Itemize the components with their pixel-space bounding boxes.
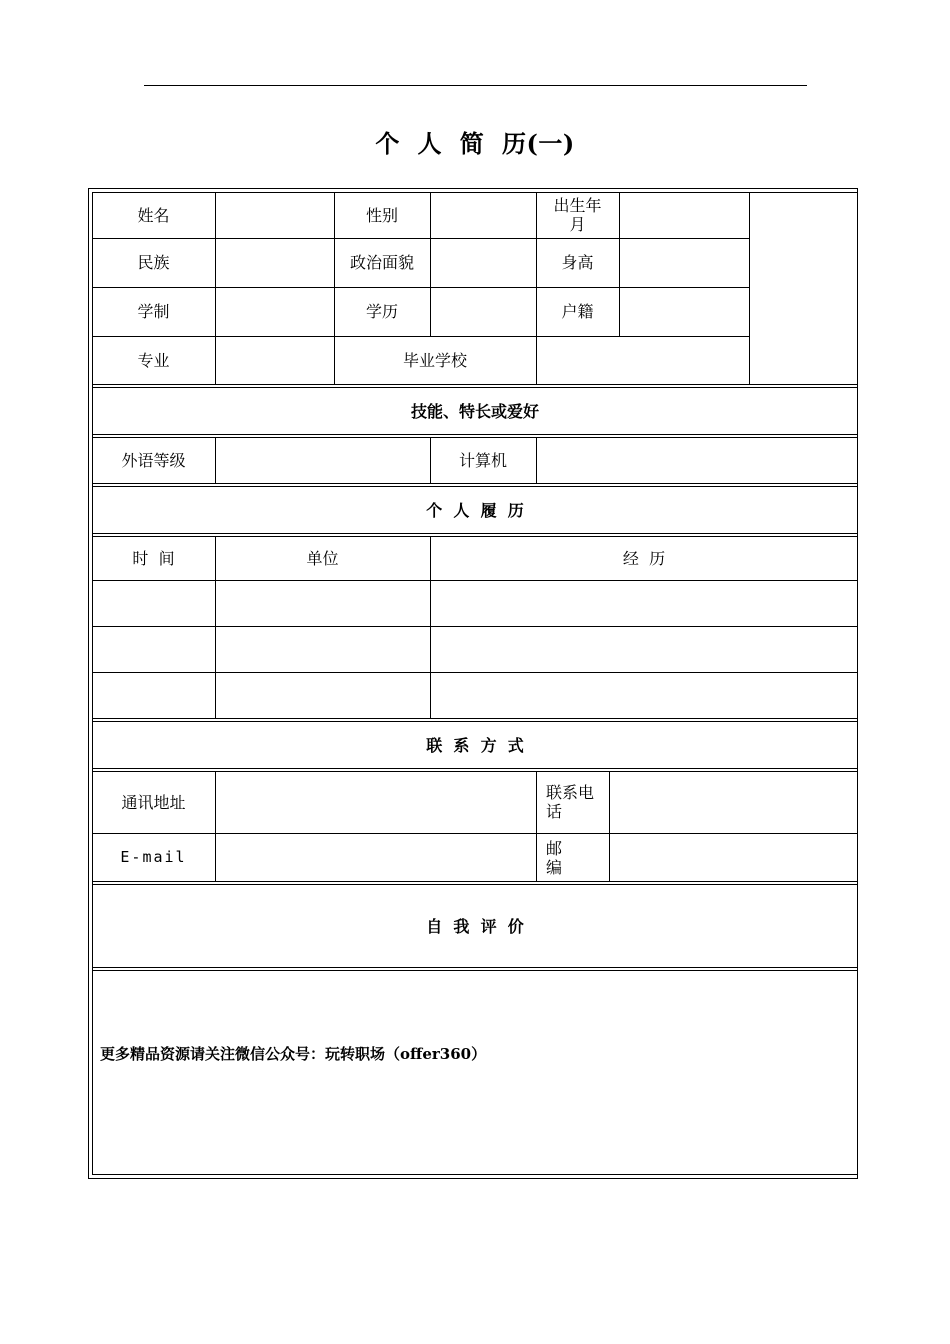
history-row-experience[interactable] — [431, 627, 858, 672]
education-label: 学历 — [365, 302, 398, 321]
history-section-title: 个 人 履 历 — [426, 500, 524, 520]
history-row-unit[interactable] — [216, 581, 430, 626]
header-rule — [144, 85, 807, 86]
ethnicity-label: 民族 — [137, 253, 170, 272]
row-divider — [92, 434, 858, 435]
schooling-label: 学制 — [137, 302, 170, 321]
row-divider — [92, 881, 858, 882]
history-col-experience: 经 历 — [622, 548, 666, 568]
row-divider — [92, 970, 858, 971]
email-label: E-mail — [120, 848, 187, 866]
name-label: 姓名 — [137, 205, 170, 225]
row-divider — [92, 768, 858, 769]
phone-label: 联系电 话 — [546, 783, 595, 821]
height-label: 身高 — [561, 253, 594, 272]
row-divider — [92, 483, 858, 484]
postcode-label: 邮 编 — [546, 838, 563, 877]
gender-label: 性别 — [365, 205, 398, 225]
history-row-unit[interactable] — [216, 627, 430, 672]
col-divider — [609, 771, 610, 881]
political-label: 政治面貌 — [349, 253, 414, 272]
history-row-time[interactable] — [92, 673, 215, 718]
major-label: 专业 — [137, 351, 170, 370]
photo-slot[interactable] — [750, 192, 858, 385]
history-row-unit[interactable] — [216, 673, 430, 718]
hukou-label: 户籍 — [561, 302, 594, 321]
gender-value[interactable] — [431, 192, 536, 238]
page-title: 个 人 简 历(一) — [375, 129, 575, 158]
name-value[interactable] — [216, 192, 334, 238]
birth-value[interactable] — [620, 192, 749, 238]
history-row-experience[interactable] — [431, 673, 858, 718]
address-label: 通讯地址 — [121, 792, 186, 812]
col-divider — [215, 771, 216, 881]
history-row-experience[interactable] — [431, 581, 858, 626]
history-row-time[interactable] — [92, 581, 215, 626]
contact-section-title: 联 系 方 式 — [426, 735, 524, 755]
row-divider — [92, 718, 858, 719]
history-col-unit: 单位 — [306, 548, 339, 568]
row-divider — [92, 967, 858, 968]
birth-label: 出生年 月 — [553, 196, 602, 234]
history-row-time[interactable] — [92, 627, 215, 672]
school-label: 毕业学校 — [402, 351, 467, 370]
col-divider — [536, 437, 537, 483]
language-label: 外语等级 — [121, 450, 186, 470]
col-divider — [536, 771, 537, 881]
skills-section-title: 技能、特长或爱好 — [410, 401, 539, 421]
self-eval-section-title: 自 我 评 价 — [426, 916, 524, 936]
history-col-time: 时 间 — [132, 548, 175, 568]
promo-note: 更多精品资源请关注微信公众号：玩转职场（offer360） — [100, 1045, 487, 1063]
computer-label: 计算机 — [458, 450, 507, 470]
row-divider — [92, 533, 858, 534]
col-divider — [215, 437, 216, 483]
